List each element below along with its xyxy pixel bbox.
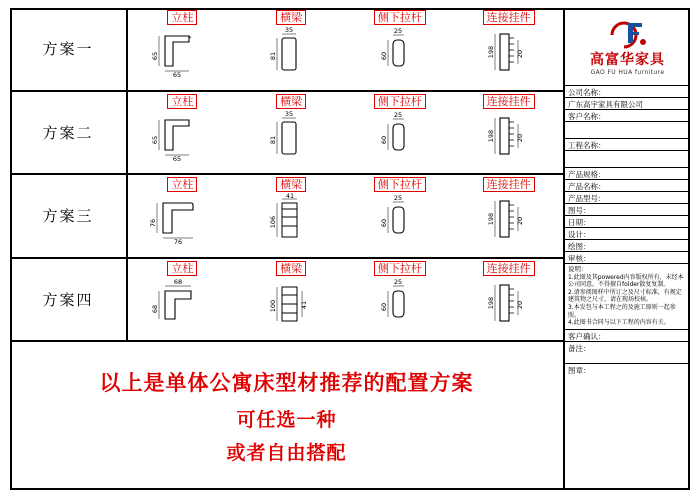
dim-text: 100 [269,299,278,312]
part-cell-beam [237,8,346,90]
field-project-value [565,151,690,168]
notes-block [565,264,690,330]
part-drawing-side-rail [361,193,439,251]
part-drawing-column [143,26,221,84]
plan-row [10,8,563,92]
part-title: 立柱 [167,10,197,25]
part-title: 连接挂件 [483,177,535,192]
field-company-value: 广东高宇家具有限公司 [565,98,690,110]
field-product-model-label: 产品型号： [565,192,690,204]
part-title: 连接挂件 [483,10,535,25]
dim-text: 25 [393,194,403,202]
dim-text: 76 [149,218,158,228]
dim-text: 41 [285,193,295,200]
dim-text: 25 [393,277,403,286]
part-drawing-bracket [470,277,548,335]
field-spec-label: 产品规格： [565,168,690,180]
part-title: 立柱 [167,261,197,276]
part-title: 连接挂件 [483,261,535,276]
part-cell-beam [237,175,346,257]
field-check-label: 审核： [565,252,690,264]
dim-text: 60 [379,135,388,144]
field-stamp: 图章： [568,365,591,375]
summary-note [10,342,565,490]
note-item: 2.请参阅图样中所订之及尺寸标准，有规定建筑物之尺寸，请在现场校核。 [568,288,682,304]
field-project-label: 工程名称： [565,139,690,151]
part-cell-beam [237,259,346,341]
field-remark: 备注： [565,342,690,364]
note-line-1: 以上是单体公寓床型材推荐的配置方案 [99,371,474,395]
note-item: 3.本发包与本工程之的及施工原则一起参照。 [568,303,676,319]
dim-text: 20 [515,216,524,226]
part-title: 横梁 [276,94,306,109]
note-line-3: 或者自由搭配 [226,442,347,464]
part-drawing-bracket [470,193,548,251]
part-drawing-beam [252,193,330,251]
plan-table [10,8,565,342]
dim-text: 81 [269,51,278,61]
plan-label: 方案一 [10,8,128,90]
field-product-name-label: 产品名称： [565,180,690,192]
dim-text: 25 [393,27,403,35]
plan-label: 方案四 [10,259,128,341]
title-block [565,8,690,490]
part-cell-beam [237,92,346,174]
note-line-2: 可任选一种 [236,409,337,431]
notes-title: 说明： [568,265,588,273]
note-item: 4.此图书合同与以下工程的内容有关。 [568,319,670,327]
field-customer-value [565,122,690,139]
dim-text: 76 [174,238,183,245]
dim-text: 20 [515,300,524,309]
part-cell-column [128,175,237,257]
dim-text: 68 [174,277,183,286]
brand-logo [565,8,690,86]
part-title: 横梁 [276,10,306,25]
plan-row [10,259,563,343]
part-cell-side-rail [346,259,455,341]
dim-text: 35 [284,109,294,118]
dim-text: 198 [486,212,495,226]
field-drawing-no-label: 图号： [565,204,690,216]
field-draw-label: 绘图： [565,240,690,252]
company-logo-icon [606,20,650,50]
part-title: 立柱 [167,94,197,109]
part-cell-side-rail [346,92,455,174]
part-cell-column [128,8,237,90]
part-drawing-column [143,110,221,168]
part-cell-bracket [454,259,563,341]
part-drawing-beam [252,26,330,84]
part-drawing-side-rail [361,277,439,335]
dim-text: 35 [284,26,294,34]
brand-name-cn: 高富华家具 [590,51,665,68]
dim-text: 68 [151,304,160,313]
part-title: 连接挂件 [483,94,535,109]
part-title: 侧下拉杆 [374,10,426,25]
part-title: 侧下拉杆 [374,94,426,109]
dim-text: 20 [515,133,524,142]
part-title: 侧下拉杆 [374,261,426,276]
plan-row [10,175,563,259]
part-cell-side-rail [346,8,455,90]
part-title: 侧下拉杆 [374,177,426,192]
part-drawing-beam [252,110,330,168]
part-drawing-column [143,277,221,335]
part-drawing-bracket [470,26,548,84]
dim-text: 106 [269,215,278,229]
part-cell-column [128,92,237,174]
plan-label: 方案二 [10,92,128,174]
note-item: 1.此图及其powered内容版权所有，未经本公司同意，不得擅自folder散复复制。 [568,273,684,289]
part-drawing-side-rail [361,26,439,84]
dim-text: 41 [300,300,309,309]
dim-text: 25 [393,110,403,119]
part-title: 立柱 [167,177,197,192]
dim-text: 60 [379,51,388,61]
dim-text: 20 [515,49,524,59]
dim-text: 65 [173,154,182,162]
field-design-label: 设计： [565,228,690,240]
part-drawing-column [143,193,221,251]
field-customer-label: 客户名称： [565,110,690,122]
part-drawing-side-rail [361,110,439,168]
brand-name-en: GAO FU HUA furniture [590,68,665,76]
field-company-label: 公司名称： [565,86,690,98]
field-date-label: 日期： [565,216,690,228]
part-cell-bracket [454,175,563,257]
dim-text: 198 [486,129,495,142]
dim-text: 81 [269,135,278,144]
part-drawing-beam [252,277,330,335]
dim-text: 60 [379,218,388,228]
part-drawing-bracket [470,110,548,168]
plan-row [10,92,563,176]
dim-text: 60 [379,302,388,311]
dim-text: 65 [151,51,160,61]
part-cell-bracket [454,8,563,90]
part-title: 横梁 [276,177,306,192]
dim-text: 65 [173,71,182,78]
dim-text: 198 [486,45,495,59]
part-cell-column [128,259,237,341]
field-customer-confirm: 客户确认： [565,330,690,342]
dim-text: 65 [151,135,160,144]
part-title: 横梁 [276,261,306,276]
dim-text: 198 [486,296,495,309]
part-cell-side-rail [346,175,455,257]
part-cell-bracket [454,92,563,174]
plan-label: 方案三 [10,175,128,257]
